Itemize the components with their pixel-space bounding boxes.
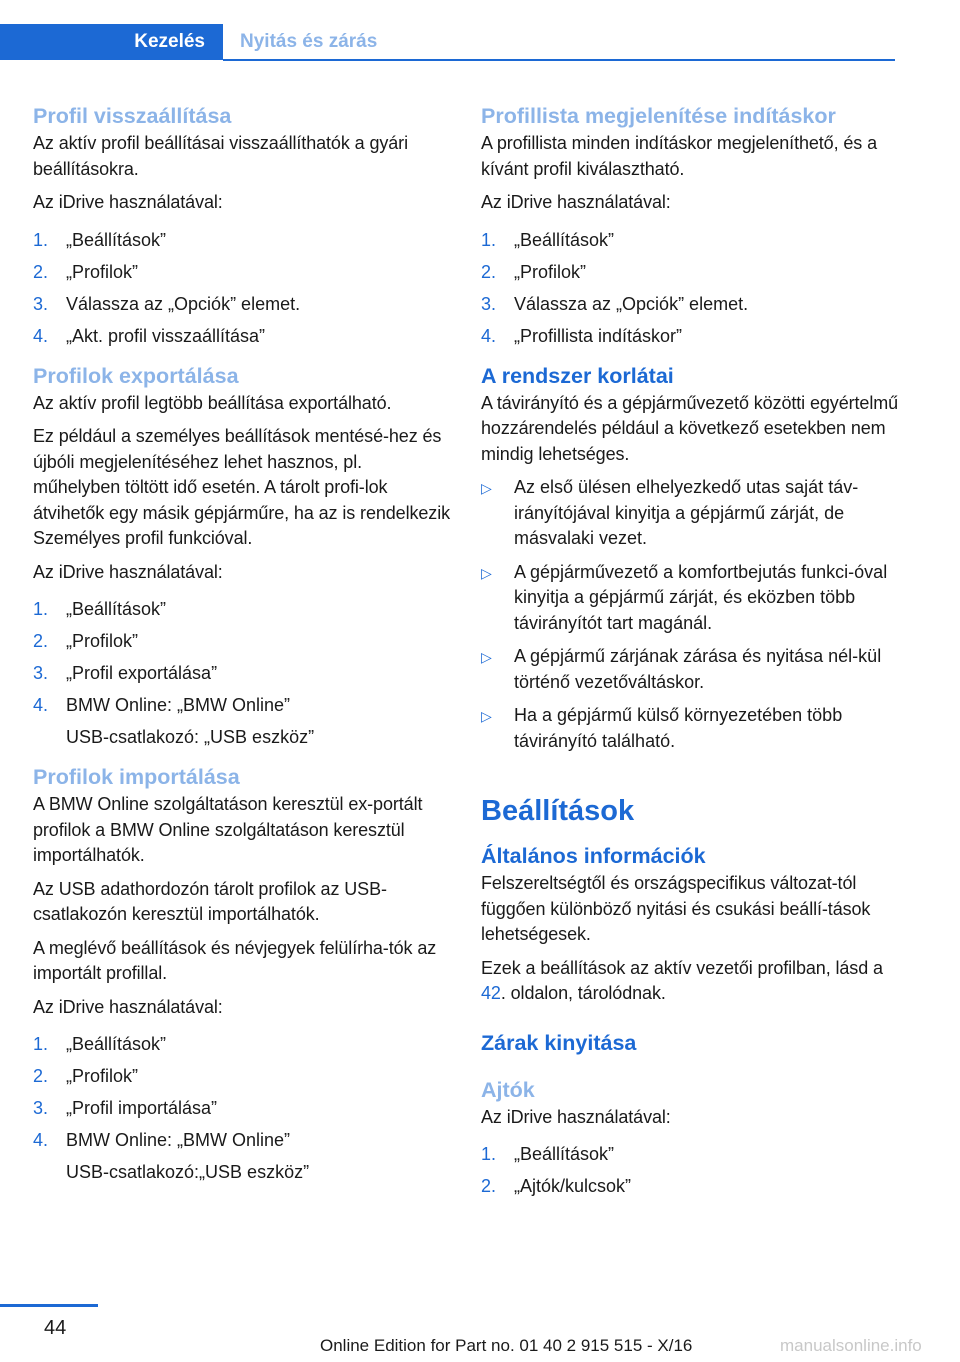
list-number: 3. xyxy=(33,1098,49,1118)
list-item xyxy=(33,1060,453,1092)
right-column xyxy=(481,102,901,1212)
list-number: 4. xyxy=(33,325,49,346)
paragraph: Az iDrive használatával: xyxy=(33,561,223,582)
list-item xyxy=(481,644,901,695)
triangle-bullet-icon: ▷ xyxy=(481,480,492,496)
list-item xyxy=(33,224,453,256)
section-title: Általános információk xyxy=(481,844,706,868)
list-subtext: USB-csatlakozó: „USB eszköz” xyxy=(66,727,315,747)
section-title: Profilok importálása xyxy=(33,765,240,789)
list-text: „Beállítások” xyxy=(66,229,167,250)
triangle-bullet-icon: ▷ xyxy=(481,649,492,665)
list-item xyxy=(481,288,901,320)
steps-list xyxy=(481,1138,901,1202)
list-text: „Beállítások” xyxy=(514,229,615,250)
list-item xyxy=(33,1124,453,1188)
chapter-title: Beállítások xyxy=(481,795,635,827)
list-item xyxy=(33,1028,453,1060)
list-number: 4. xyxy=(33,695,49,715)
section-title: Zárak kinyitása xyxy=(481,1030,637,1055)
list-number: 2. xyxy=(481,261,497,282)
list-number: 2. xyxy=(481,1176,497,1196)
paragraph-text: . oldalon, tárolódnak. xyxy=(500,983,666,1003)
list-number: 1. xyxy=(33,599,49,619)
list-text: „Akt. profil visszaállítása” xyxy=(66,325,266,346)
paragraph: Ez például a személyes beállítások mentésé‐hez és újbóli megjelenítéséhez lehet hasznos, pl. műhelyben töltött idő esetén. A tárolt profi‐lok átvihetők egy másik gépjárműre, ha az is rendelkezik Személyes profil funkcióval. xyxy=(33,426,451,548)
paragraph: Az aktív profil legtöbb beállítása exportálható. xyxy=(33,392,392,413)
list-text: „Profil exportálása” xyxy=(66,663,218,683)
paragraph xyxy=(481,956,901,1007)
list-number: 1. xyxy=(481,229,497,250)
list-item xyxy=(481,703,901,754)
list-item xyxy=(33,288,453,320)
list-text: „Profilok” xyxy=(514,261,587,282)
list-text: A gépjárművezető a komfortbejutás funkci‐óval kinyitja a gépjármű zárját, és eközben több távirányítót tart magánál. xyxy=(514,561,888,633)
list-number: 4. xyxy=(481,325,497,346)
tab-label: Kezelés xyxy=(134,31,205,52)
edition-text: Online Edition for Part no. 01 40 2 915 515 - X/16 xyxy=(320,1336,693,1355)
header-tabbar xyxy=(0,24,895,62)
list-item xyxy=(481,560,901,637)
page-link[interactable]: 42 xyxy=(481,983,501,1003)
paragraph: A távirányító és a gépjárművezető közötti egyértelmű hozzárendelés például a következő esetekben nem mindig lehetséges. xyxy=(481,392,899,464)
left-column xyxy=(33,102,453,1198)
paragraph: Felszereltségtől és országspecifikus változat‐tól függően különböző nyitási és csukási beállí‐tások lehetségesek. xyxy=(481,873,871,944)
list-item xyxy=(481,224,901,256)
list-number: 2. xyxy=(33,1066,49,1086)
paragraph: Az iDrive használatával: xyxy=(481,1106,671,1127)
paragraph: Az USB adathordozón tárolt profilok az USB-csatlakozón keresztül importálhatók. xyxy=(33,878,387,924)
section-title: Profillista megjelenítése indításkor xyxy=(481,104,836,128)
list-text: BMW Online: „BMW Online” xyxy=(66,1130,291,1150)
list-item xyxy=(33,256,453,288)
page-number: 44 xyxy=(44,1317,67,1339)
list-item xyxy=(481,256,901,288)
list-item xyxy=(33,593,453,625)
section-title: Profil visszaállítása xyxy=(33,104,232,128)
list-item xyxy=(33,1092,453,1124)
footer-rule xyxy=(0,1304,98,1307)
triangle-bullet-icon: ▷ xyxy=(481,564,492,581)
list-number: 3. xyxy=(481,293,497,314)
paragraph: Az iDrive használatával: xyxy=(481,192,671,212)
section-title: A rendszer korlátai xyxy=(481,363,674,388)
paragraph: Az iDrive használatával: xyxy=(33,192,223,212)
bullet-list xyxy=(481,475,901,754)
paragraph: Az iDrive használatával: xyxy=(33,996,223,1017)
list-text: „Profilok” xyxy=(66,631,139,651)
list-text: „Ajtók/kulcsok” xyxy=(514,1176,632,1196)
list-number: 1. xyxy=(33,1034,49,1054)
list-item xyxy=(481,320,901,352)
list-text: „Profil importálása” xyxy=(66,1098,218,1118)
list-item xyxy=(33,320,453,352)
list-number: 1. xyxy=(33,229,49,250)
tab-underline xyxy=(223,59,895,61)
paragraph: A meglévő beállítások és névjegyek felülírha‐tók az importált profillal. xyxy=(33,937,437,983)
list-text: Ha a gépjármű külső környezetében több távirányító található. xyxy=(514,705,843,751)
tab-label: Nyitás és zárás xyxy=(240,31,378,52)
steps-list xyxy=(481,224,901,352)
list-text: „Profillista indításkor” xyxy=(514,325,683,346)
list-text: „Beállítások” xyxy=(514,1144,615,1164)
list-number: 4. xyxy=(33,1130,49,1150)
tab-nyitas-es-zaras[interactable] xyxy=(240,24,377,60)
triangle-bullet-icon: ▷ xyxy=(481,708,492,724)
steps-list xyxy=(33,1028,453,1188)
list-text: „Profilok” xyxy=(66,1066,139,1086)
list-text: BMW Online: „BMW Online” xyxy=(66,695,291,715)
list-item xyxy=(33,689,453,753)
list-number: 2. xyxy=(33,261,49,282)
list-item xyxy=(33,657,453,689)
tab-kezeles[interactable] xyxy=(0,24,223,60)
list-subtext: USB-csatlakozó:„USB eszköz” xyxy=(66,1162,310,1182)
section-title: Profilok exportálása xyxy=(33,363,239,388)
paragraph: Az aktív profil beállításai visszaállíthatók a gyári beállításokra. xyxy=(33,133,408,179)
list-item xyxy=(481,1138,901,1170)
paragraph: A profillista minden indításkor megjeleníthető, és a kívánt profil kiválasztható. xyxy=(481,133,878,179)
section-title: Ajtók xyxy=(481,1077,535,1102)
list-text: Az első ülésen elhelyezkedő utas saját táv‐irányítójával kinyitja a gépjármű zárját, de másvalaki vezet. xyxy=(514,477,859,548)
list-text: „Beállítások” xyxy=(66,1034,167,1054)
list-text: Válassza az „Opciók” elemet. xyxy=(66,293,301,314)
list-item xyxy=(33,625,453,657)
paragraph-text: Ezek a beállítások az aktív vezetői profilban, lásd a xyxy=(481,957,883,978)
paragraph: A BMW Online szolgáltatáson keresztül ex‐portált profilok a BMW Online szolgáltatáson keresztül importálhatók. xyxy=(33,794,423,865)
list-number: 2. xyxy=(33,631,49,651)
list-text: Válassza az „Opciók” elemet. xyxy=(514,293,749,314)
watermark: manualsonline.info xyxy=(780,1336,922,1355)
list-item xyxy=(481,475,901,552)
steps-list xyxy=(33,593,453,753)
list-number: 1. xyxy=(481,1144,497,1164)
list-item xyxy=(481,1170,901,1202)
steps-list xyxy=(33,224,453,352)
list-text: A gépjármű zárjának zárása és nyitása nél‐kül történő vezetőváltáskor. xyxy=(514,646,882,692)
list-number: 3. xyxy=(33,293,49,314)
list-number: 3. xyxy=(33,663,49,683)
list-text: „Profilok” xyxy=(66,261,139,282)
list-text: „Beállítások” xyxy=(66,599,167,619)
